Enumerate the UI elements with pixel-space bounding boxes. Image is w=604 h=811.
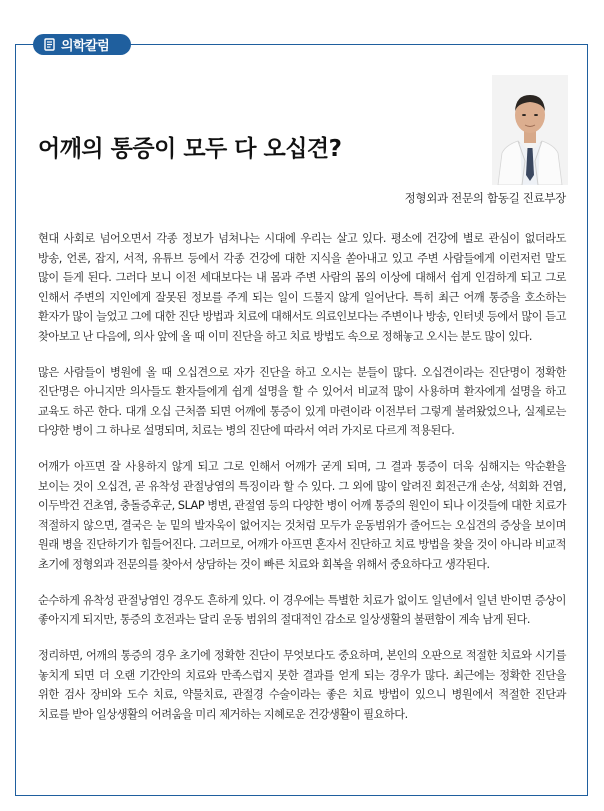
author-photo	[492, 75, 568, 185]
paragraph: 많은 사람들이 병원에 올 때 오십견으로 자가 진단을 하고 오시는 분들이 많다. 오십견이라는 진단명이 정확한 진단명은 아니지만 의사들도 환자들에게 쉽게 설명을 할 수 있어서 비교적 많이 사용하며 환자에게 설명을 하고 교육도 하곤 한다. 대개 오십 근처쯤 되면 어깨에 통증이 있게 마련이라 이전부터 그렇게 불려왔었으나, 실제로는 다양한 병이 그 하나로 설명되며, 치료는 병의 진단에 따라서 여러 가지로 다르게 적용된다.	[38, 365, 566, 437]
paragraph: 정리하면, 어깨의 통증의 경우 초기에 정확한 진단이 무엇보다도 중요하며, 본인의 오판으로 적절한 치료와 시기를 놓치게 되면 더 오랜 기간안의 치료와 만족스럽지 못한 결과를 얻게 되는 경우가 많다. 최근에는 정확한 진단을 위한 검사 장비와 도수 치료, 약물치료, 관절경 수술이라는 좋은 치료 방법이 있으니 병원에서 적절한 진단과 치료를 받아 일상생활의 어려움을 미리 제거하는 지혜로운 건강생활이 필요하다.	[38, 649, 566, 721]
badge-label: 의학칼럼	[61, 39, 110, 54]
paragraph: 순수하게 유착성 관절낭염인 경우도 흔하게 있다. 이 경우에는 특별한 치료가 없이도 일년에서 일년 반이면 증상이 좋아지게 되지만, 통증의 호전과는 달리 운동 범위의 절대적인 감소로 일상생활의 불편함이 계속 남게 된다.	[38, 593, 566, 626]
author-byline: 정형외과 전문의 함동길 진료부장	[404, 191, 566, 205]
paragraph: 현대 사회로 넘어오면서 각종 정보가 넘쳐나는 시대에 우리는 살고 있다. 평소에 건강에 별로 관심이 없더라도 방송, 언론, 잡지, 서적, 유튜브 등에서 각종 건강에 대한 지식을 쏟아내고 있고 주변 사람들에게 이런저런 말도 많이 듣게 된다. 그러다 보니 이전 세대보다는 내 몸과 주변 사람의 몸의 이상에 대해서 쉽게 인검하게 되고 그로 인해서 주변의 지인에게 잘못된 정보를 주게 되는 일이 드물지 않게 일어난다. 특히 최근 어깨 통증을 호소하는 환자가 많이 늘었고 그에 대한 진단 방법과 치료에 대해서도 의료인보다는 주변이나 방송, 인터넷 등에서 많이 듣고 찾아보고 난 다음에, 의사 앞에 올 때 이미 진단을 하고 치료 방법도 속으로 정해놓고 오시는 분도 많이 있다.	[38, 232, 566, 343]
article-title: 어깨의 통증이 모두 다 오십견?	[38, 136, 342, 162]
article-body	[38, 229, 566, 741]
column-badge	[33, 34, 131, 55]
paragraph: 어깨가 아프면 잘 사용하지 않게 되고 그로 인해서 어깨가 굳게 되며, 그 결과 통증이 더욱 심해지는 악순환을 보이는 것이 오십견, 곧 유착성 관절낭염의 특징이라 할 수 있다. 그 외에 많이 알려진 회전근개 손상, 석회화 건염, 이두박건 건초염, 충돌증후군, SLAP 병변, 관절염 등의 다양한 병이 어깨 통증의 원인이 되나 이것들에 대한 치료가 적절하지 않으면, 결국은 눈 밑의 발자욱이 없어지는 것처럼 모두가 운동범위가 줄어드는 오십견의 증상을 보이며 원래 병을 진단하기가 힘들어진다. 그러므로, 어깨가 아프면 혼자서 진단하고 치료 방법을 찾을 것이 아니라 비교적 초기에 정형외과 전문의를 찾아서 상담하는 것이 빠른 치료와 회복을 위해서 중요하다고 생각된다.	[38, 460, 566, 571]
document-icon	[43, 38, 56, 51]
